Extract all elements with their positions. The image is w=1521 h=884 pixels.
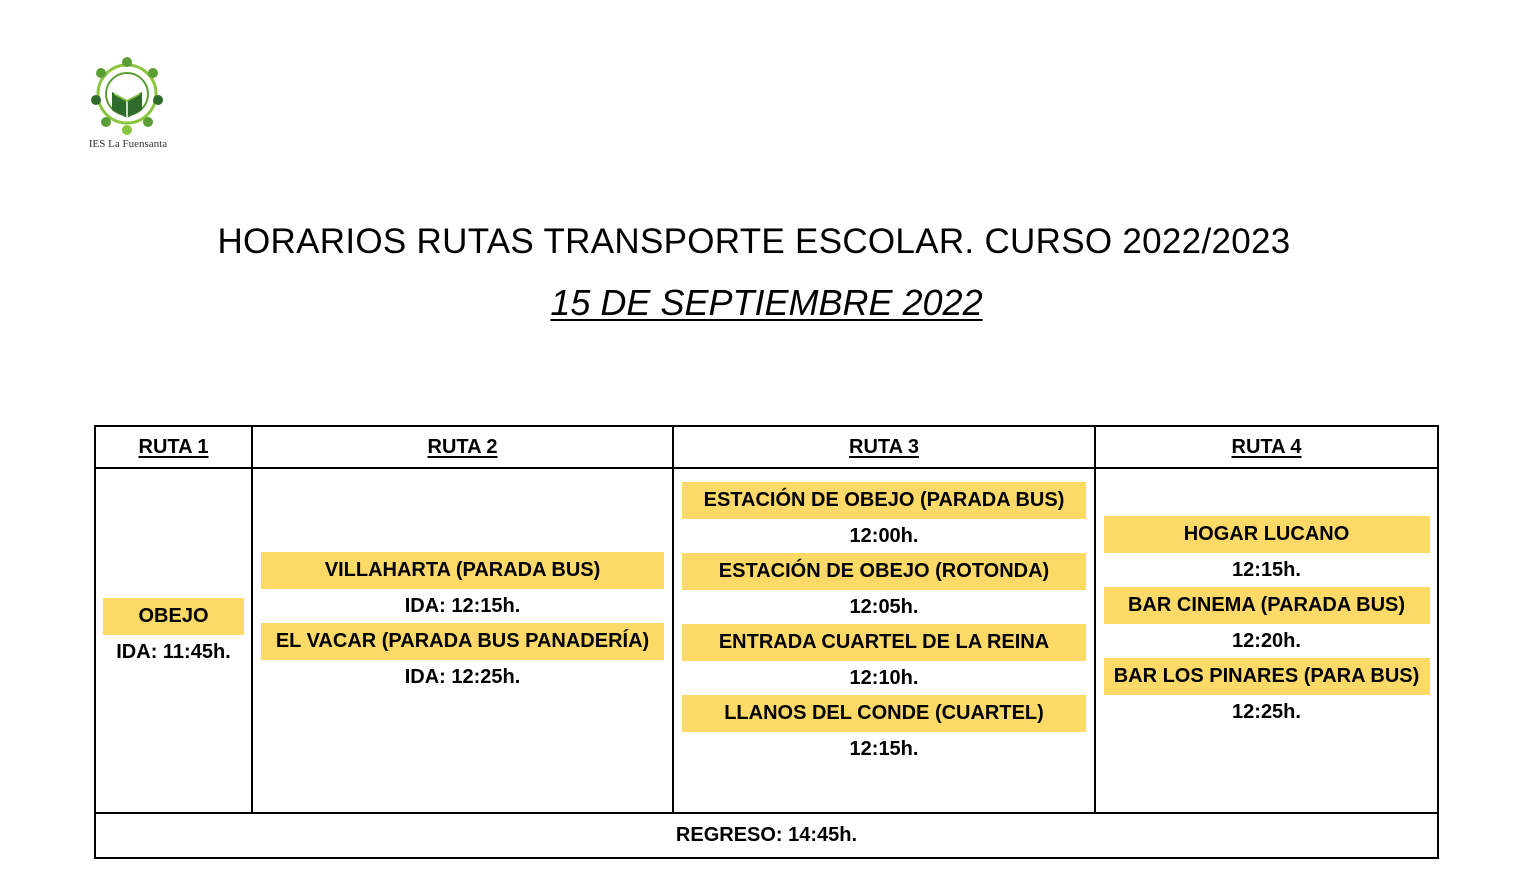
header-row [95, 426, 1438, 468]
stop-name: BAR CINEMA (PARADA BUS) [1104, 587, 1430, 624]
stop-time: 12:15h. [849, 737, 919, 760]
stop-time: 12:00h. [849, 524, 919, 547]
stop-time: 12:15h. [1232, 559, 1301, 581]
route-header: RUTA 4 [1095, 426, 1438, 468]
stop-name: LLANOS DEL CONDE (CUARTEL) [682, 695, 1086, 732]
stop-time: 12:20h. [1232, 630, 1301, 652]
return-time: REGRESO: 14:45h. [95, 813, 1438, 858]
route-3-stops [673, 468, 1095, 813]
route-2-stops [252, 468, 673, 813]
stop-time: IDA: 12:15h. [404, 594, 521, 617]
route-4-stops [1095, 468, 1438, 813]
stop-time: IDA: 11:45h. [116, 641, 231, 663]
stop-time: 12:25h. [1232, 701, 1301, 723]
route-1-stops [95, 468, 252, 813]
school-emblem-icon [84, 56, 170, 136]
stop-name: ESTACIÓN DE OBEJO (PARADA BUS) [682, 482, 1086, 519]
page-title: HORARIOS RUTAS TRANSPORTE ESCOLAR. CURSO 2022/2023 [217, 222, 1291, 261]
stop-time: 12:10h. [849, 666, 919, 689]
route-header: RUTA 2 [252, 426, 673, 468]
return-row [95, 813, 1438, 858]
stop-name: VILLAHARTA (PARADA BUS) [261, 552, 664, 589]
stop-name: OBEJO [103, 598, 244, 635]
stop-name: ESTACIÓN DE OBEJO (ROTONDA) [682, 553, 1086, 590]
stops-row [95, 468, 1438, 813]
stop-time: IDA: 12:25h. [404, 665, 521, 688]
stop-name: ENTRADA CUARTEL DE LA REINA [682, 624, 1086, 661]
routes-schedule-table [94, 425, 1439, 859]
school-logo [78, 52, 178, 152]
stop-name: EL VACAR (PARADA BUS PANADERÍA) [261, 623, 664, 660]
page-subtitle-date: 15 DE SEPTIEMBRE 2022 [550, 282, 983, 323]
stop-time: 12:05h. [849, 595, 919, 618]
stop-name: BAR LOS PINARES (PARA BUS) [1104, 658, 1430, 695]
school-name: IES La Fuensanta [88, 138, 168, 150]
route-header: RUTA 3 [673, 426, 1095, 468]
stop-name: HOGAR LUCANO [1104, 516, 1430, 553]
route-header: RUTA 1 [95, 426, 252, 468]
